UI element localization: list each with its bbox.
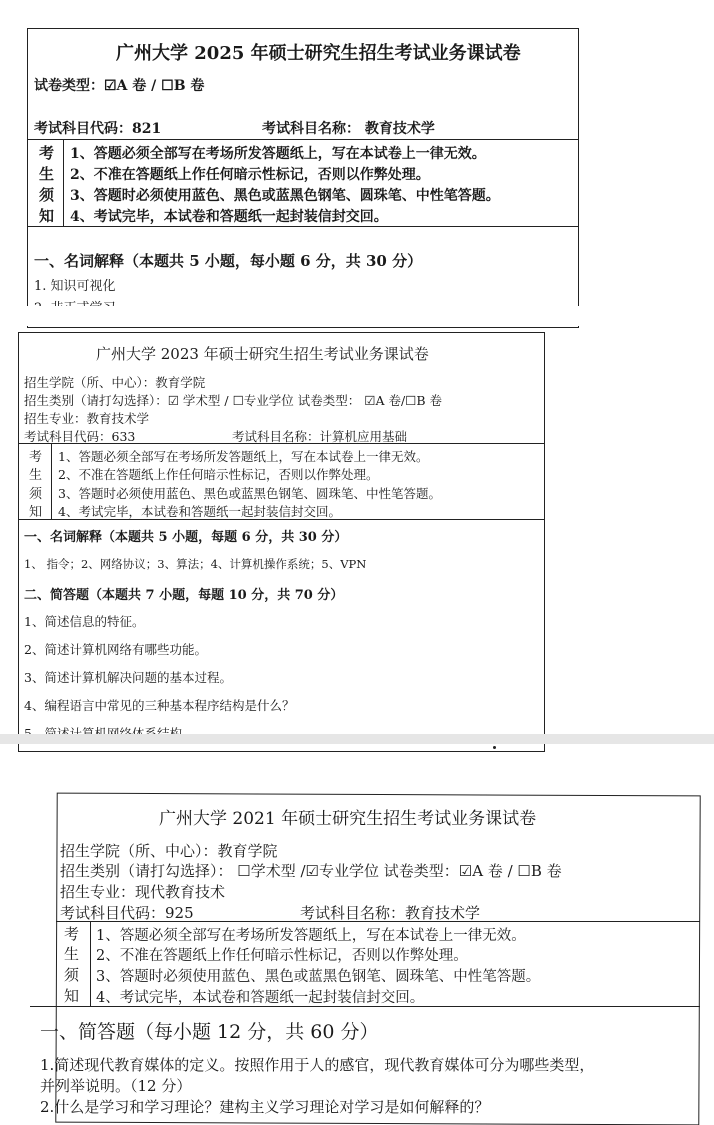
notice-divider — [63, 139, 64, 226]
notice-label: 须 — [39, 186, 55, 204]
category: 招生类别（请打勾选择）： ☐学术型 /☑专业学位 试卷类型：☑A 卷 / ☐B 卷 — [60, 862, 562, 880]
divider — [18, 443, 545, 444]
notice-item: 2、不准在答题纸上作任何暗示性标记，否则以作弊处理。 — [58, 467, 379, 482]
question: 3、简述计算机解决问题的基本过程。 — [24, 670, 232, 685]
question: 1.简述现代教育媒体的定义。按照作用于人的感官，现代教育媒体可分为哪些类型， — [40, 1056, 595, 1074]
section-heading: 一、名词解释（本题共 5 小题，每小题 6 分，共 30 分） — [34, 252, 423, 270]
question: 4、编程语言中常见的三种基本程序结构是什么？ — [24, 698, 295, 713]
college: 招生学院（所、中心）：教育学院 — [60, 842, 278, 860]
notice-item: 1、答题必须全部写在考场所发答题纸上，写在本试卷上一律无效。 — [70, 146, 486, 162]
section-heading: 一、名词解释（本题共 5 小题，每题 6 分，共 30 分） — [24, 530, 348, 545]
section-heading: 一、简答题（每小题 12 分，共 60 分） — [40, 1021, 379, 1043]
college: 招生学院（所、中心）：教育学院 — [24, 375, 206, 390]
major: 招生专业：教育技术学 — [24, 411, 150, 426]
notice-label: 生 — [64, 945, 80, 963]
category: 招生类别（请打勾选择）：☑ 学术型 / ☐专业学位 试卷类型： ☑A 卷/☐B 卷 — [24, 393, 443, 408]
notice-item: 3、答题时必须使用蓝色、黑色或蓝黑色钢笔、圆珠笔、中性笔答题。 — [96, 969, 541, 985]
notice-label: 知 — [29, 505, 43, 520]
notice-label: 知 — [39, 207, 55, 225]
question: 1. 知识可视化 — [34, 279, 116, 294]
notice-label: 须 — [29, 487, 43, 502]
notice-item: 1、答题必须全部写在考场所发答题纸上，写在本试卷上一律无效。 — [58, 449, 429, 464]
notice-item: 2、不准在答题纸上作任何暗示性标记，否则以作弊处理。 — [96, 948, 468, 964]
question: 2.什么是学习和学习理论？建构主义学习理论对学习是如何解释的？ — [40, 1098, 490, 1116]
divider — [30, 1006, 700, 1007]
exam-paper-2021 — [0, 744, 714, 1116]
notice-label: 须 — [64, 966, 80, 984]
section-heading: 二、简答题（本题共 7 小题，每题 10 分，共 70 分） — [24, 588, 344, 603]
paper-title: 广州大学 2021 年硕士研究生招生考试业务课试卷 — [159, 809, 537, 829]
notice-item: 4、考试完毕，本试卷和答题纸一起封装信封交回。 — [70, 209, 388, 225]
notice-item: 3、答题时必须使用蓝色、黑色或蓝黑色钢笔、圆珠笔、中性笔答题。 — [70, 188, 500, 204]
divider — [27, 139, 579, 140]
subject-code: 考试科目代码：925 — [60, 904, 194, 922]
exam-paper-2025 — [0, 0, 714, 306]
exam-paper-2023 — [0, 326, 714, 734]
subject-name: 考试科目名称：计算机应用基础 — [232, 429, 408, 444]
notice-divider — [51, 443, 52, 519]
crop-gap — [0, 306, 714, 326]
notice-label: 生 — [39, 165, 55, 183]
notice-label: 考 — [39, 144, 55, 162]
notice-item: 2、不准在答题纸上作任何暗示性标记，否则以作弊处理。 — [70, 167, 430, 183]
divider — [18, 519, 545, 520]
notice-divider — [90, 921, 91, 1006]
divider — [56, 921, 700, 922]
question: 1、简述信息的特征。 — [24, 614, 145, 629]
term-list: 1、 指令；2、网络协议；3、算法；4、计算机操作系统；5、VPN — [24, 557, 367, 571]
notice-item: 4、考试完毕，本试卷和答题纸一起封装信封交回。 — [96, 990, 425, 1006]
notice-label: 知 — [64, 987, 80, 1005]
notice-item: 3、答题时必须使用蓝色、黑色或蓝黑色钢笔、圆珠笔、中性笔答题。 — [58, 486, 441, 501]
crop-gap — [0, 734, 714, 744]
paper-title: 广州大学 2023 年硕士研究生招生考试业务课试卷 — [96, 345, 429, 363]
notice-label: 生 — [29, 468, 43, 483]
subject-name: 考试科目名称： 教育技术学 — [262, 121, 435, 137]
question: 并列举说明。（12 分） — [40, 1077, 192, 1095]
notice-item: 1、答题必须全部写在考场所发答题纸上，写在本试卷上一律无效。 — [96, 928, 526, 944]
notice-label: 考 — [29, 450, 43, 465]
paper-type: 试卷类型：☑A 卷 / ☐B 卷 — [34, 78, 205, 94]
paper-title: 广州大学 2025 年硕士研究生招生考试业务课试卷 — [116, 43, 521, 64]
subject-name: 考试科目名称：教育技术学 — [300, 904, 481, 922]
subject-code: 考试科目代码：633 — [24, 429, 136, 444]
subject-code: 考试科目代码：821 — [34, 121, 162, 137]
notice-item: 4、考试完毕，本试卷和答题纸一起封装信封交回。 — [58, 504, 341, 519]
major: 招生专业：现代教育技术 — [60, 883, 226, 901]
notice-label: 考 — [64, 925, 80, 943]
divider — [27, 226, 579, 227]
question: 2、简述计算机网络有哪些功能。 — [24, 642, 207, 657]
